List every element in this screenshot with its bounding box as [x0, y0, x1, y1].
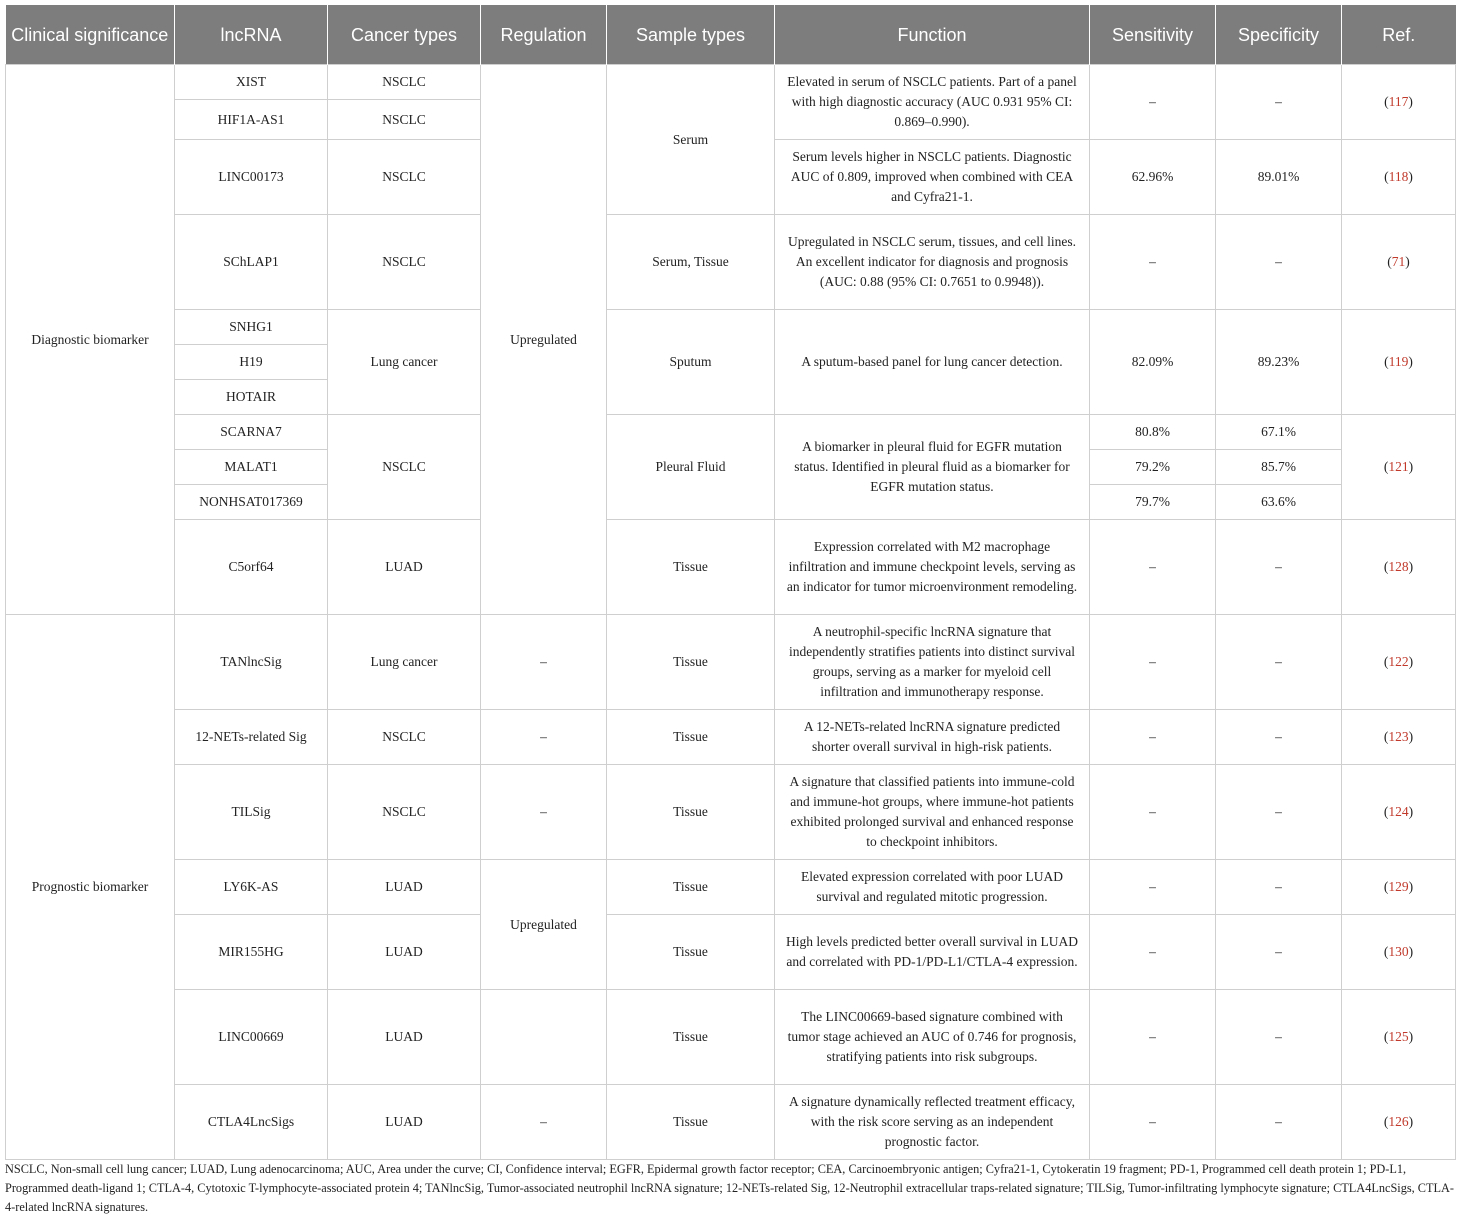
function-cell: The LINC00669-based signature combined with tumor stage achieved an AUC of 0.746 for prognosis, stratifying patients into risk subgroups.: [775, 990, 1090, 1085]
header-lncrna: lncRNA: [175, 5, 328, 65]
specificity-cell: –: [1216, 765, 1342, 860]
specificity-cell: –: [1216, 215, 1342, 310]
sample-cell: Tissue: [607, 615, 775, 710]
sensitivity-cell: –: [1090, 1085, 1216, 1160]
sample-cell: Tissue: [607, 765, 775, 860]
sample-cell: Tissue: [607, 915, 775, 990]
lncrna-cell: LY6K-AS: [175, 860, 328, 915]
ref-cell: (129): [1342, 860, 1456, 915]
sensitivity-cell: –: [1090, 215, 1216, 310]
sensitivity-cell: –: [1090, 65, 1216, 140]
specificity-cell: 89.23%: [1216, 310, 1342, 415]
cancer-cell: Lung cancer: [328, 310, 481, 415]
ref-link[interactable]: 71: [1391, 254, 1406, 269]
table-row: [6, 915, 1456, 990]
specificity-cell: –: [1216, 860, 1342, 915]
regulation-cell: [481, 990, 607, 1085]
ref-link[interactable]: 129: [1388, 879, 1409, 894]
ref-cell: (128): [1342, 520, 1456, 615]
header-specificity: Specificity: [1216, 5, 1342, 65]
lncrna-cell: H19: [175, 345, 328, 380]
ref-link[interactable]: 126: [1388, 1114, 1409, 1129]
ref-cell: (123): [1342, 710, 1456, 765]
function-cell: A sputum-based panel for lung cancer detection.: [775, 310, 1090, 415]
ref-cell: (117): [1342, 65, 1456, 140]
sensitivity-cell: 79.2%: [1090, 450, 1216, 485]
header-cancer-types: Cancer types: [328, 5, 481, 65]
specificity-cell: –: [1216, 520, 1342, 615]
cancer-cell: NSCLC: [328, 710, 481, 765]
header-ref: Ref.: [1342, 5, 1456, 65]
regulation-cell: –: [481, 765, 607, 860]
lncrna-cell: TILSig: [175, 765, 328, 860]
sample-cell: Sputum: [607, 310, 775, 415]
sample-cell: Tissue: [607, 990, 775, 1085]
lncrna-cell: NONHSAT017369: [175, 485, 328, 520]
table-row: [6, 415, 1456, 450]
cancer-cell: LUAD: [328, 915, 481, 990]
header-clinical-significance: Clinical significance: [6, 5, 175, 65]
sensitivity-cell: 79.7%: [1090, 485, 1216, 520]
function-cell: High levels predicted better overall survival in LUAD and correlated with PD-1/PD-L1/CTLA-4 expression.: [775, 915, 1090, 990]
regulation-cell: –: [481, 1085, 607, 1160]
cancer-cell: LUAD: [328, 990, 481, 1085]
ref-cell: (122): [1342, 615, 1456, 710]
lncrna-cell: SChLAP1: [175, 215, 328, 310]
ref-cell: (71): [1342, 215, 1456, 310]
sensitivity-cell: 80.8%: [1090, 415, 1216, 450]
table-container: [5, 5, 1455, 1160]
function-cell: Elevated expression correlated with poor LUAD survival and regulated mitotic progression.: [775, 860, 1090, 915]
sample-cell: Tissue: [607, 520, 775, 615]
table-row: [6, 990, 1456, 1085]
group-diagnostic: Diagnostic biomarker: [6, 65, 175, 615]
sample-cell: Serum: [607, 65, 775, 215]
table-row: [6, 310, 1456, 345]
cancer-cell: NSCLC: [328, 65, 481, 100]
ref-cell: (124): [1342, 765, 1456, 860]
sensitivity-cell: –: [1090, 765, 1216, 860]
specificity-cell: –: [1216, 915, 1342, 990]
sensitivity-cell: –: [1090, 615, 1216, 710]
sensitivity-cell: 62.96%: [1090, 140, 1216, 215]
sample-cell: Serum, Tissue: [607, 215, 775, 310]
ref-link[interactable]: 117: [1388, 94, 1409, 109]
lncrna-cell: MIR155HG: [175, 915, 328, 990]
ref-link[interactable]: 125: [1388, 1029, 1409, 1044]
cancer-cell: LUAD: [328, 1085, 481, 1160]
cancer-cell: NSCLC: [328, 100, 481, 140]
cancer-cell: LUAD: [328, 520, 481, 615]
header-row: [6, 5, 1456, 65]
ref-link[interactable]: 122: [1388, 654, 1409, 669]
specificity-cell: 89.01%: [1216, 140, 1342, 215]
specificity-cell: 85.7%: [1216, 450, 1342, 485]
table-row: [6, 520, 1456, 615]
sensitivity-cell: –: [1090, 860, 1216, 915]
specificity-cell: 67.1%: [1216, 415, 1342, 450]
ref-cell: (119): [1342, 310, 1456, 415]
ref-cell: (126): [1342, 1085, 1456, 1160]
lncrna-cell: LINC00173: [175, 140, 328, 215]
table-row: [6, 215, 1456, 310]
function-cell: Serum levels higher in NSCLC patients. Diagnostic AUC of 0.809, improved when combined with CEA and Cyfra21-1.: [775, 140, 1090, 215]
regulation-cell: –: [481, 710, 607, 765]
specificity-cell: –: [1216, 65, 1342, 140]
table-row: [6, 65, 1456, 100]
sample-cell: Tissue: [607, 1085, 775, 1160]
header-sample-types: Sample types: [607, 5, 775, 65]
lncrna-cell: C5orf64: [175, 520, 328, 615]
lncrna-cell: HOTAIR: [175, 380, 328, 415]
header-function: Function: [775, 5, 1090, 65]
cancer-cell: NSCLC: [328, 415, 481, 520]
ref-cell: (121): [1342, 415, 1456, 520]
regulation-cell: –: [481, 615, 607, 710]
regulation-cell: Upregulated: [481, 65, 607, 615]
lncrna-biomarker-table: [5, 5, 1456, 1160]
cancer-cell: NSCLC: [328, 140, 481, 215]
lncrna-cell: TANlncSig: [175, 615, 328, 710]
lncrna-cell: HIF1A-AS1: [175, 100, 328, 140]
ref-cell: (130): [1342, 915, 1456, 990]
function-cell: A 12-NETs-related lncRNA signature predicted shorter overall survival in high-risk patients.: [775, 710, 1090, 765]
lncrna-cell: CTLA4LncSigs: [175, 1085, 328, 1160]
lncrna-cell: MALAT1: [175, 450, 328, 485]
table-row: [6, 860, 1456, 915]
ref-link[interactable]: 128: [1388, 559, 1409, 574]
specificity-cell: –: [1216, 990, 1342, 1085]
sensitivity-cell: –: [1090, 710, 1216, 765]
lncrna-cell: SNHG1: [175, 310, 328, 345]
ref-link[interactable]: 130: [1388, 944, 1409, 959]
regulation-cell: Upregulated: [481, 860, 607, 990]
table-row: [6, 1085, 1456, 1160]
specificity-cell: –: [1216, 710, 1342, 765]
specificity-cell: 63.6%: [1216, 485, 1342, 520]
sample-cell: Tissue: [607, 710, 775, 765]
function-cell: A neutrophil-specific lncRNA signature that independently stratifies patients into distinct survival groups, serving as a marker for myeloid cell infiltration and immunotherapy response.: [775, 615, 1090, 710]
sample-cell: Pleural Fluid: [607, 415, 775, 520]
ref-link[interactable]: 119: [1388, 354, 1409, 369]
ref-cell: (118): [1342, 140, 1456, 215]
header-regulation: Regulation: [481, 5, 607, 65]
ref-link[interactable]: 118: [1388, 169, 1409, 184]
header-sensitivity: Sensitivity: [1090, 5, 1216, 65]
ref-cell: (125): [1342, 990, 1456, 1085]
group-prognostic: Prognostic biomarker: [6, 615, 175, 1160]
ref-link[interactable]: 124: [1388, 804, 1409, 819]
table-footnote: NSCLC, Non-small cell lung cancer; LUAD, Lung adenocarcinoma; AUC, Area under the curve; CI, Confidence interval; EGFR, Epidermal growth factor receptor; CEA, Carcinoembryonic antigen; Cyfra21-1, Cytokeratin 19 fragment; PD-1, Programmed cell death protein 1; PD-L1, Programmed death-ligand 1; CTLA-4, Cytotoxic T-lymphocyte-associated protein 4; TANlncSig, Tumor-associated neutrophil lncRNA signature; 12-NETs-related Sig, 12-Neutrophil extracellular traps-related signature; TILSig, Tumor-infiltrating lymphocyte signature; CTLA4LncSigs, CTLA-4-related lncRNA signatures.: [5, 1162, 1454, 1214]
cancer-cell: NSCLC: [328, 765, 481, 860]
table-row: [6, 615, 1456, 710]
sensitivity-cell: –: [1090, 990, 1216, 1085]
sensitivity-cell: –: [1090, 915, 1216, 990]
lncrna-cell: LINC00669: [175, 990, 328, 1085]
function-cell: A biomarker in pleural fluid for EGFR mutation status. Identified in pleural fluid as a biomarker for EGFR mutation status.: [775, 415, 1090, 520]
table-row: [6, 765, 1456, 860]
specificity-cell: –: [1216, 615, 1342, 710]
cancer-cell: LUAD: [328, 860, 481, 915]
specificity-cell: –: [1216, 1085, 1342, 1160]
sensitivity-cell: –: [1090, 520, 1216, 615]
function-cell: Elevated in serum of NSCLC patients. Part of a panel with high diagnostic accuracy (AUC 0.931 95% CI: 0.869–0.990).: [775, 65, 1090, 140]
function-cell: A signature that classified patients into immune-cold and immune-hot groups, where immune-hot patients exhibited prolonged survival and enhanced response to checkpoint inhibitors.: [775, 765, 1090, 860]
table-row: [6, 710, 1456, 765]
cancer-cell: Lung cancer: [328, 615, 481, 710]
lncrna-cell: XIST: [175, 65, 328, 100]
cancer-cell: NSCLC: [328, 215, 481, 310]
function-cell: Expression correlated with M2 macrophage infiltration and immune checkpoint levels, serving as an indicator for tumor microenvironment remodeling.: [775, 520, 1090, 615]
function-cell: Upregulated in NSCLC serum, tissues, and cell lines. An excellent indicator for diagnosis and prognosis (AUC: 0.88 (95% CI: 0.7651 to 0.9948)).: [775, 215, 1090, 310]
sensitivity-cell: 82.09%: [1090, 310, 1216, 415]
ref-link[interactable]: 123: [1388, 729, 1409, 744]
lncrna-cell: 12-NETs-related Sig: [175, 710, 328, 765]
ref-link[interactable]: 121: [1388, 459, 1409, 474]
function-cell: A signature dynamically reflected treatment efficacy, with the risk score serving as an independent prognostic factor.: [775, 1085, 1090, 1160]
lncrna-cell: SCARNA7: [175, 415, 328, 450]
sample-cell: Tissue: [607, 860, 775, 915]
